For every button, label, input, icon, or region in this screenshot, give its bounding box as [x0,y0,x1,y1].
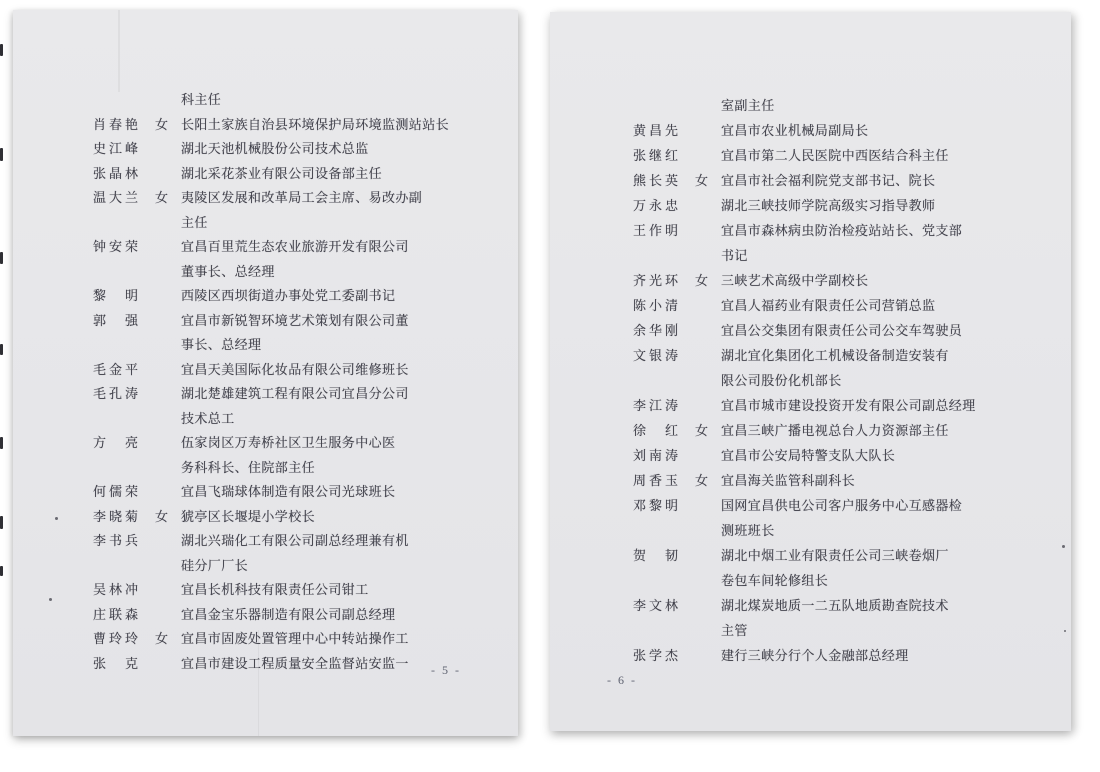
scan-speck [0,148,3,161]
person-name: 周香玉 [633,473,682,488]
position-title: 室副主任 [721,98,775,113]
page-number: - 6 - [607,673,637,687]
position-title: 宜昌市新锐智环境艺术策划有限公司董 事长、总经理 [181,312,409,352]
person-name: 王作明 [633,223,682,238]
person-name: 刘南涛 [633,448,682,463]
gender-label: 女 [155,508,169,524]
position-title: 国网宜昌供电公司客户服务中心互感器检 测班班长 [721,498,963,538]
person-name: 熊长英 [633,173,682,188]
person-name: 贺 韧 [633,548,682,563]
roster-entry [633,593,1065,643]
roster-entry [633,93,1065,118]
scan-crease [118,10,120,92]
roster-entry [93,137,512,162]
position-title: 宜昌海关监管科副科长 [721,473,856,488]
roster-entry [633,168,1065,193]
position-title: 宜昌市社会福利院党支部书记、院长 [721,173,936,188]
position-title: 宜昌市农业机械局副局长 [721,123,869,138]
scan-speck [1062,545,1065,548]
position-title: 宜昌市建设工程质量安全监督站安监一 [181,655,409,671]
roster-entry [93,235,512,284]
roster-entry [633,293,1065,318]
roster-entry [93,162,512,187]
roster-entry [93,480,512,505]
roster-entry [93,431,512,480]
roster-entry [93,505,512,530]
person-name: 毛孔涛 [93,386,142,401]
position-title: 湖北天池机械股份公司技术总监 [181,141,369,156]
position-title: 宜昌市第二人民医院中西医结合科主任 [721,148,949,163]
position-title: 宜昌飞瑞球体制造有限公司光球班长 [181,484,396,499]
roster-entry [633,118,1065,143]
position-title: 建行三峡分行个人金融部总经理 [721,648,909,663]
position-title: 宜昌市公安局特警支队大队长 [721,448,896,463]
roster-entry [633,418,1065,443]
position-title: 宜昌三峡广播电视总台人力资源部主任 [721,423,949,438]
scan-speck [0,516,3,529]
position-title: 湖北采花茶业有限公司设备部主任 [181,165,383,181]
person-name: 黄昌先 [633,123,682,138]
scanned-page-5 [13,10,518,736]
roster-entry [93,113,512,138]
position-title: 湖北中烟工业有限责任公司三峡卷烟厂 卷包车间轮修组长 [721,548,949,588]
person-name: 钟安荣 [93,239,142,254]
person-name: 余华刚 [633,323,682,338]
person-name: 李文林 [633,598,682,613]
person-name: 何儒荣 [93,484,142,499]
position-title: 三峡艺术高级中学副校长 [721,273,869,288]
person-name: 郭 强 [93,312,142,328]
gender-label: 女 [155,631,169,646]
roster-entry [93,358,512,383]
page-number: - 5 - [431,663,461,677]
position-title: 猇亭区长堰堤小学校长 [181,508,316,524]
scan-speck [0,437,3,449]
person-name: 吴林冲 [93,582,142,597]
person-name: 温大兰 [93,190,142,205]
scan-speck [1064,630,1066,632]
position-title: 伍家岗区万寿桥社区卫生服务中心医 务科科长、住院部主任 [181,435,396,475]
position-title: 湖北兴瑞化工有限公司副总经理兼有机 硅分厂厂长 [181,533,409,573]
roster-entry [93,627,512,652]
roster-list-page-6 [550,93,1065,668]
person-name: 文银涛 [633,348,682,363]
position-title: 湖北宜化集团化工机械设备制造安装有 限公司股份化机部长 [721,348,949,388]
roster-entry [93,284,512,309]
position-title: 宜昌公交集团有限责任公司公交车驾驶员 [721,323,963,338]
position-title: 宜昌市固废处置管理中心中转站操作工 [181,631,409,646]
position-title: 西陵区西坝街道办事处党工委副书记 [181,288,396,303]
gender-label: 女 [695,423,709,438]
roster-entry [633,493,1065,543]
gender-label: 女 [155,190,169,205]
roster-list-page-5 [13,88,512,676]
scan-speck [55,517,58,520]
roster-entry [633,193,1065,218]
roster-entry [93,603,512,628]
roster-entry [633,543,1065,593]
roster-entry [93,382,512,431]
scan-speck [0,252,3,264]
roster-entry [93,88,512,113]
position-title: 湖北三峡技师学院高级实习指导教师 [721,198,936,213]
person-name: 肖春艳 [93,116,142,132]
scan-speck [0,566,3,576]
person-name: 陈小清 [633,298,682,313]
person-name: 方 亮 [93,435,142,450]
person-name: 庄联森 [93,606,142,622]
roster-entry [633,218,1065,268]
person-name: 张学杰 [633,648,682,663]
position-title: 湖北煤炭地质一二五队地质勘查院技术 主管 [721,598,949,638]
position-title: 夷陵区发展和改革局工会主席、易改办副 主任 [181,190,423,230]
person-name: 张晶林 [93,165,142,181]
scan-speck [0,344,3,355]
roster-entry [93,529,512,578]
position-title: 科主任 [181,92,222,107]
roster-entry [633,268,1065,293]
person-name: 徐 红 [633,423,682,438]
position-title: 宜昌长机科技有限责任公司钳工 [181,582,369,597]
roster-entry [93,186,512,235]
roster-entry [633,443,1065,468]
person-name: 齐光环 [633,273,682,288]
position-title: 宜昌金宝乐器制造有限公司副总经理 [181,606,396,622]
roster-entry [633,393,1065,418]
person-name: 张 克 [93,655,142,671]
gender-label: 女 [695,473,709,488]
person-name: 黎 明 [93,288,142,303]
position-title: 湖北楚雄建筑工程有限公司宜昌分公司 技术总工 [181,386,409,426]
person-name: 张继红 [633,148,682,163]
roster-entry [93,578,512,603]
position-title: 宜昌市城市建设投资开发有限公司副总经理 [721,398,976,413]
position-title: 宜昌百里荒生态农业旅游开发有限公司 董事长、总经理 [181,239,409,279]
gender-label: 女 [695,173,709,188]
roster-entry [633,343,1065,393]
roster-entry [633,143,1065,168]
scan-speck [49,598,52,601]
person-name: 毛金平 [93,361,142,377]
position-title: 宜昌人福药业有限责任公司营销总监 [721,298,936,313]
gender-label: 女 [695,273,709,288]
roster-entry [633,468,1065,493]
person-name: 曹玲玲 [93,631,142,646]
scanned-page-6 [550,12,1071,731]
person-name: 李江涛 [633,398,682,413]
roster-entry [633,643,1065,668]
gender-label: 女 [155,116,169,132]
position-title: 宜昌市森林病虫防治检疫站站长、党支部 书记 [721,223,963,263]
person-name: 万永忠 [633,198,682,213]
person-name: 李书兵 [93,533,142,548]
position-title: 长阳土家族自治县环境保护局环境监测站站长 [181,116,450,132]
position-title: 宜昌天美国际化妆品有限公司维修班长 [181,361,409,377]
person-name: 邓黎明 [633,498,682,513]
scan-speck [0,44,3,56]
person-name: 李晓菊 [93,508,142,524]
roster-entry [633,318,1065,343]
person-name: 史江峰 [93,141,142,156]
roster-entry [93,309,512,358]
